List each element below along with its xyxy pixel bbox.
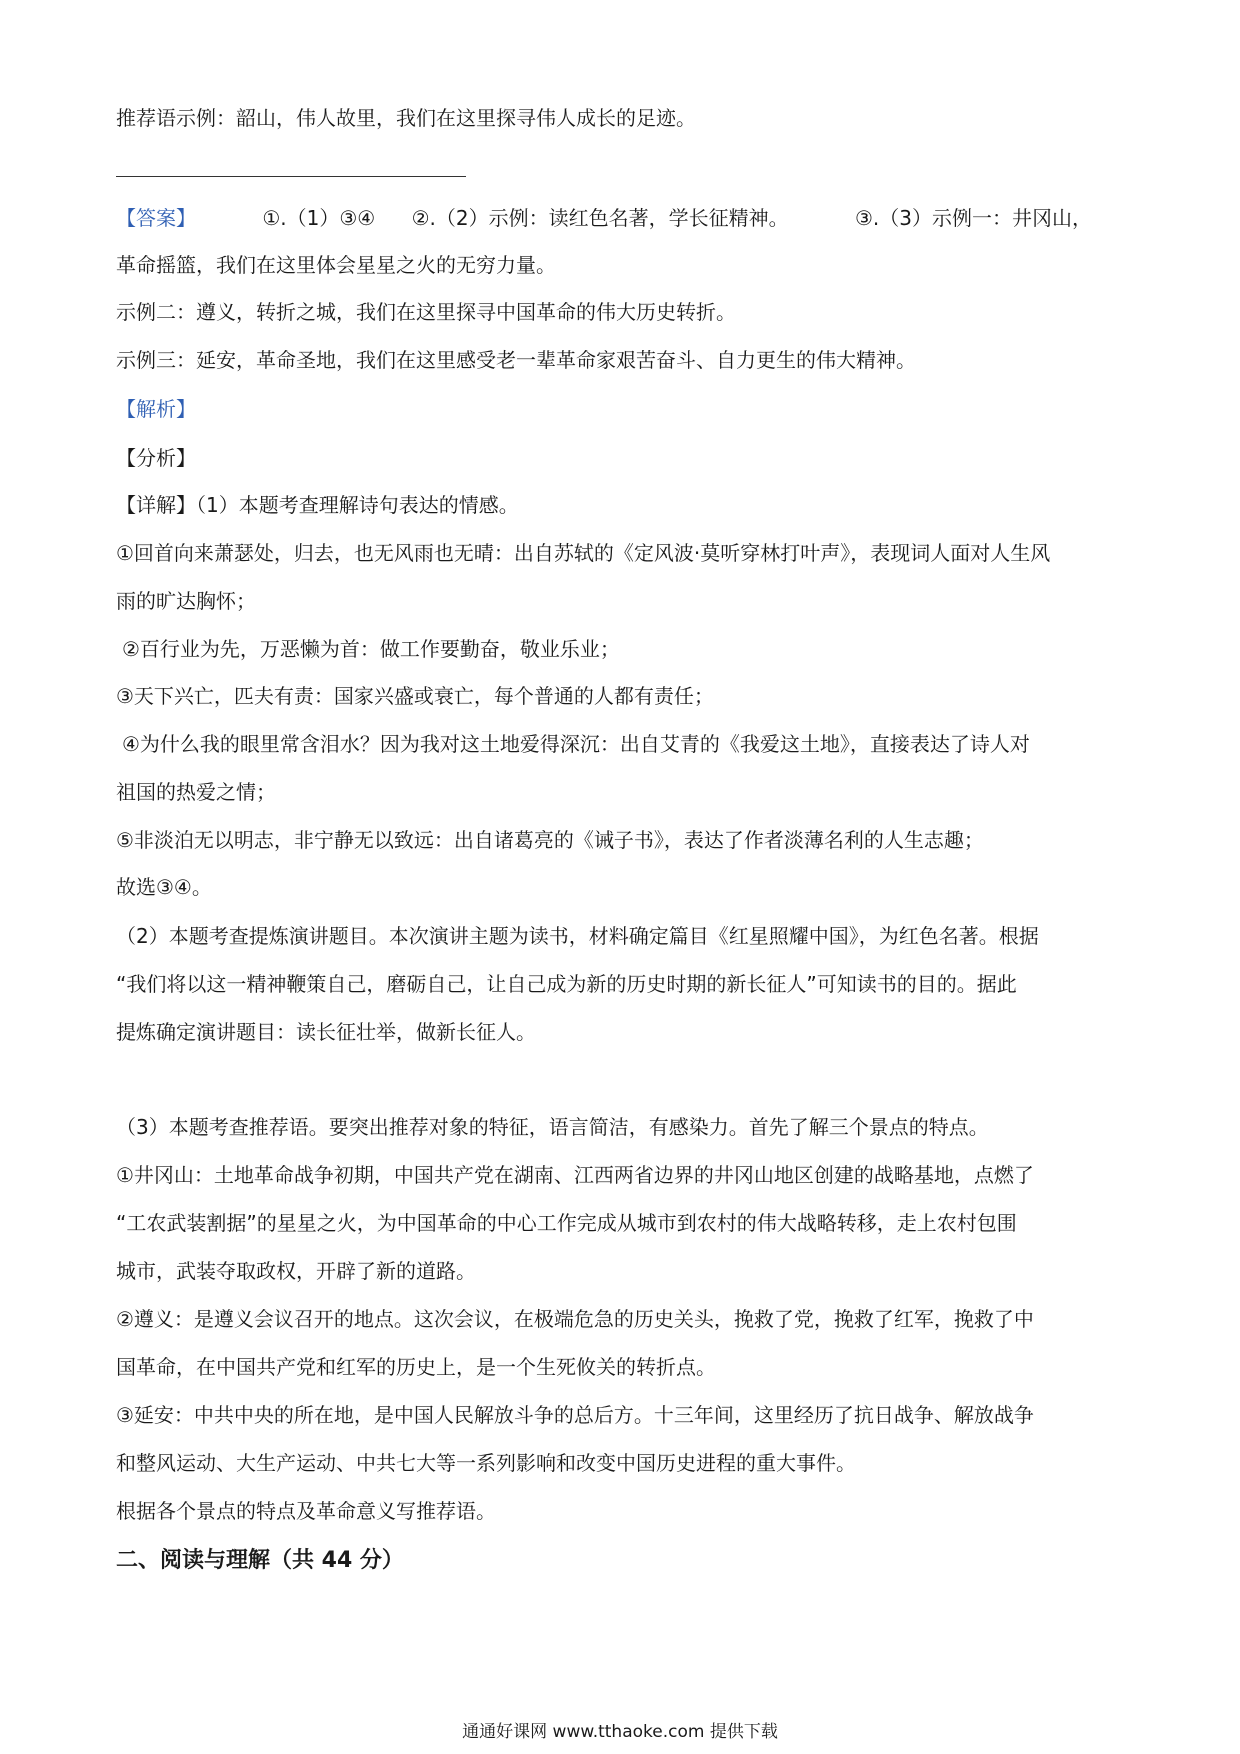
- detail-q3-item-1-cont-1: “工农武装割据”的星星之火，为中国革命的中心工作完成从城市到农村的伟大战略转移，走上农村包围: [116, 1211, 1017, 1235]
- detail-q1-intro: 【详解】（1）本题考查理解诗句表达的情感。: [116, 493, 519, 517]
- answer-blank-line: [116, 176, 466, 177]
- detail-q3-item-2-cont: 国革命，在中国共产党和红军的历史上，是一个生死攸关的转折点。: [116, 1355, 716, 1379]
- analysis-label: 【解析】: [116, 397, 196, 421]
- detail-q3: （3）本题考查推荐语。要突出推荐对象的特征，语言简洁，有感染力。首先了解三个景点的特点。: [116, 1115, 989, 1139]
- section-heading: 二、阅读与理解（共 44 分）: [116, 1548, 404, 1573]
- footer-source: 通通好课网 www.tthaoke.com 提供下载: [462, 1722, 778, 1742]
- detail-q3-item-1-cont-2: 城市，武装夺取政权，开辟了新的道路。: [116, 1259, 476, 1283]
- detail-q2-cont-1: “我们将以这一精神鞭策自己，磨砺自己，让自己成为新的历史时期的新长征人”可知读书的目的。据此: [116, 972, 1017, 996]
- fenxi-label: 【分析】: [116, 446, 196, 470]
- detail-q3-item-3-cont: 和整风运动、大生产运动、中共七大等一系列影响和改变中国历史进程的重大事件。: [116, 1451, 856, 1475]
- detail-item-3: ③天下兴亡，匹夫有责：国家兴盛或衰亡，每个普通的人都有责任；: [116, 684, 714, 708]
- answer-item-3: ③.（3）示例一：井冈山，: [854, 206, 1092, 230]
- detail-q3-item-3: ③延安：中共中央的所在地，是中国人民解放斗争的总后方。十三年间，这里经历了抗日战争、解放战争: [116, 1403, 1034, 1427]
- example-three: 示例三：延安，革命圣地，我们在这里感受老一辈革命家艰苦奋斗、自力更生的伟大精神。: [116, 348, 916, 372]
- detail-item-1: ①回首向来萧瑟处，归去，也无风雨也无晴：出自苏轼的《定风波·莫听穿林打叶声》，表现词人面对人生风: [116, 541, 1051, 565]
- detail-item-4: ④为什么我的眼里常含泪水？因为我对这土地爱得深沉：出自艾青的《我爱这土地》，直接表达了诗人对: [122, 732, 1030, 756]
- detail-item-2: ②百行业为先，万恶懒为首：做工作要勤奋，敬业乐业；: [122, 637, 620, 661]
- detail-q3-item-2: ②遵义：是遵义会议召开的地点。这次会议，在极端危急的历史关头，挽救了党，挽救了红军，挽救了中: [116, 1307, 1034, 1331]
- detail-q2: （2）本题考查提炼演讲题目。本次演讲主题为读书，材料确定篇目《红星照耀中国》，为红色名著。根据: [116, 924, 1039, 948]
- detail-choice: 故选③④。: [116, 875, 212, 899]
- answer-line: [116, 203, 1136, 233]
- detail-q3-conclusion: 根据各个景点的特点及革命意义写推荐语。: [116, 1499, 496, 1523]
- detail-item-5: ⑤非淡泊无以明志，非宁静无以致远：出自诸葛亮的《诫子书》，表达了作者淡薄名利的人生志趣；: [116, 828, 984, 852]
- recommendation-example: 推荐语示例：韶山，伟人故里，我们在这里探寻伟人成长的足迹。: [116, 106, 696, 130]
- detail-q2-cont-2: 提炼确定演讲题目：读长征壮举，做新长征人。: [116, 1020, 536, 1044]
- detail-item-4-cont: 祖国的热爱之情；: [116, 780, 276, 804]
- answer-item-2: ②.（2）示例：读红色名著，学长征精神。: [411, 206, 789, 230]
- example-two: 示例二：遵义，转折之城，我们在这里探寻中国革命的伟大历史转折。: [116, 300, 736, 324]
- answer-label: 【答案】: [116, 206, 196, 230]
- answer-item-1: ①.（1）③④: [262, 206, 376, 230]
- answer-continuation: 革命摇篮，我们在这里体会星星之火的无穷力量。: [116, 253, 556, 277]
- detail-item-1-cont: 雨的旷达胸怀；: [116, 589, 256, 613]
- detail-q3-item-1: ①井冈山：土地革命战争初期，中国共产党在湖南、江西两省边界的井冈山地区创建的战略基地，点燃了: [116, 1163, 1034, 1187]
